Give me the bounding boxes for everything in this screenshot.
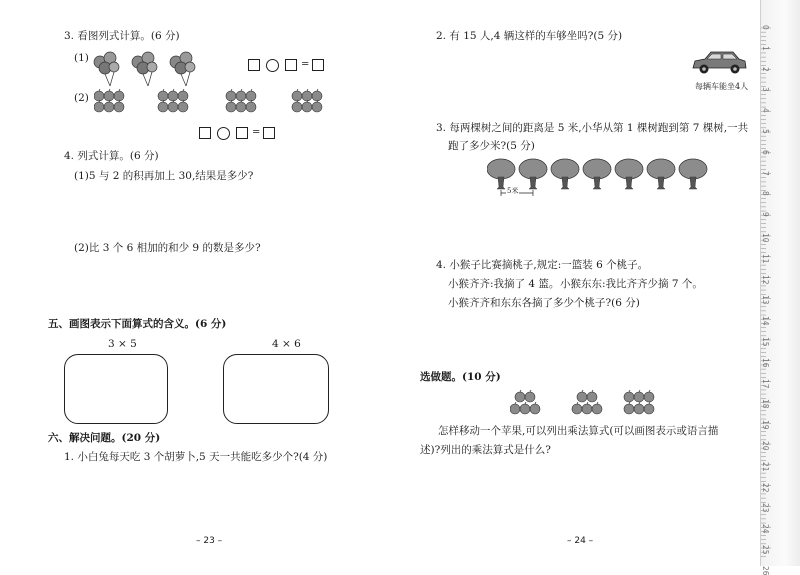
ruler-number: 24 [761,524,770,534]
section5-expr2: 4 × 6 [272,338,301,350]
r-q4-dongdong: 小猴东东:我比齐齐少摘 7 个。 [560,278,703,290]
ruler-number: 10 [761,233,770,243]
optional-title: 选做题。(10 分) [420,371,501,383]
r-q2-text: 2. 有 15 人,4 辆这样的车够坐吗?(5 分) [436,30,623,42]
car-icon [689,48,749,78]
optional-apple-group-3 [624,390,654,414]
ruler-number: 4 [761,108,770,113]
ruler-number: 7 [761,170,770,176]
ruler-number: 25 [761,545,770,555]
ruler-number: 18 [761,399,770,409]
tree-5 [615,159,643,189]
equals-sign: = [301,59,310,70]
section5-expr1: 3 × 5 [108,338,137,350]
drawing-box-2[interactable] [223,354,329,424]
ruler-number: 17 [761,378,770,389]
section6-title: 六、解决问题。(20 分) [48,432,161,444]
ruler-number: 3 [761,87,770,93]
answer-box[interactable] [263,127,275,139]
ruler-number: 1 [761,45,770,51]
ruler-number: 6 [761,149,770,155]
answer-box[interactable] [248,59,260,71]
apple-group-3 [226,89,256,112]
ruler-number: 12 [761,274,770,285]
q4-title: 4. 列式计算。(6 分) [64,150,159,162]
drawing-box-1[interactable] [64,354,168,424]
optional-line2: 述)?列出的乘法算式是什么? [420,444,551,456]
r-q4-question: 小猴齐齐和东东各摘了多少个桃子?(6 分) [448,297,640,309]
tree-4 [583,159,611,189]
tree-6 [647,159,675,189]
ruler-number: 16 [761,357,770,368]
r-q3-line1: 3. 每两棵树之间的距离是 5 米,小华从第 1 棵树跑到第 7 棵树,一共 [436,122,749,134]
ruler-number: 22 [761,482,770,493]
r-q4-qiqi: 小猴齐齐:我摘了 4 篮。 [448,278,560,290]
optional-line1: 怎样移动一个苹果,可以列出乘法算式(可以画图表示或语言描 [438,425,719,437]
tree-row-illustration [487,157,709,197]
q3-item1-label: (1) [74,52,89,64]
q4-part1: (1)5 与 2 的积再加上 30,结果是多少? [74,170,254,182]
r-q3-line2: 跑了多少米?(5 分) [448,140,535,152]
section6-q1: 1. 小白兔每天吃 3 个胡萝卜,5 天一共能吃多少个?(4 分) [64,451,328,463]
balloon-bunch-2 [132,52,157,86]
section5-title: 五、画图表示下面算式的含义。(6 分) [48,318,227,330]
answer-box[interactable] [199,127,211,139]
apple-groups-illustration [94,88,339,114]
balloon-bunch-3 [170,52,195,86]
ruler-number: 19 [761,420,770,430]
ruler-number: 11 [761,253,770,264]
tree-3 [551,159,579,189]
answer-box[interactable] [236,127,248,139]
q3-title: 3. 看图列式计算。(6 分) [64,30,180,42]
apple-group-2 [158,89,188,112]
apple-group-4 [292,89,322,112]
optional-apple-group-2 [572,390,602,414]
car-caption: 每辆车能坐4人 [695,82,749,91]
ruler-number: 2 [761,66,770,72]
ruler-number: 26 [761,565,770,575]
page-number-right: – 24 – [567,536,594,546]
ruler-number: 20 [761,441,770,451]
ruler-number: 9 [761,212,770,217]
ruler-number: 0 [761,25,770,30]
balloon-bunch-1 [94,52,119,86]
q3-item2-label: (2) [74,92,89,104]
ruler-number: 21 [761,461,770,472]
ruler-number: 14 [761,316,770,326]
equals-sign: = [252,127,261,138]
balloon-bunches-illustration [92,48,207,88]
page-number-left: – 23 – [196,536,223,546]
tree-7 [679,159,707,189]
optional-apple-groups [510,388,660,418]
answer-box[interactable] [285,59,297,71]
operator-circle[interactable] [217,127,230,140]
tree-1 [487,159,515,189]
ruler-number: 8 [761,191,770,197]
r-q4-line1: 4. 小猴子比赛摘桃子,规定:一篮装 6 个桃子。 [436,259,649,271]
tree-2 [519,159,547,189]
ruler-number: 13 [761,295,770,305]
apple-group-1 [94,89,124,112]
tree-distance-label: 5米 [507,187,519,195]
ruler-number: 23 [761,503,770,513]
ruler-number: 15 [761,337,770,347]
answer-box[interactable] [312,59,324,71]
ruler-number: 5 [761,129,770,134]
operator-circle[interactable] [266,59,279,72]
optional-apple-group-1 [510,390,540,414]
q4-part2: (2)比 3 个 6 相加的和少 9 的数是多少? [74,242,261,254]
